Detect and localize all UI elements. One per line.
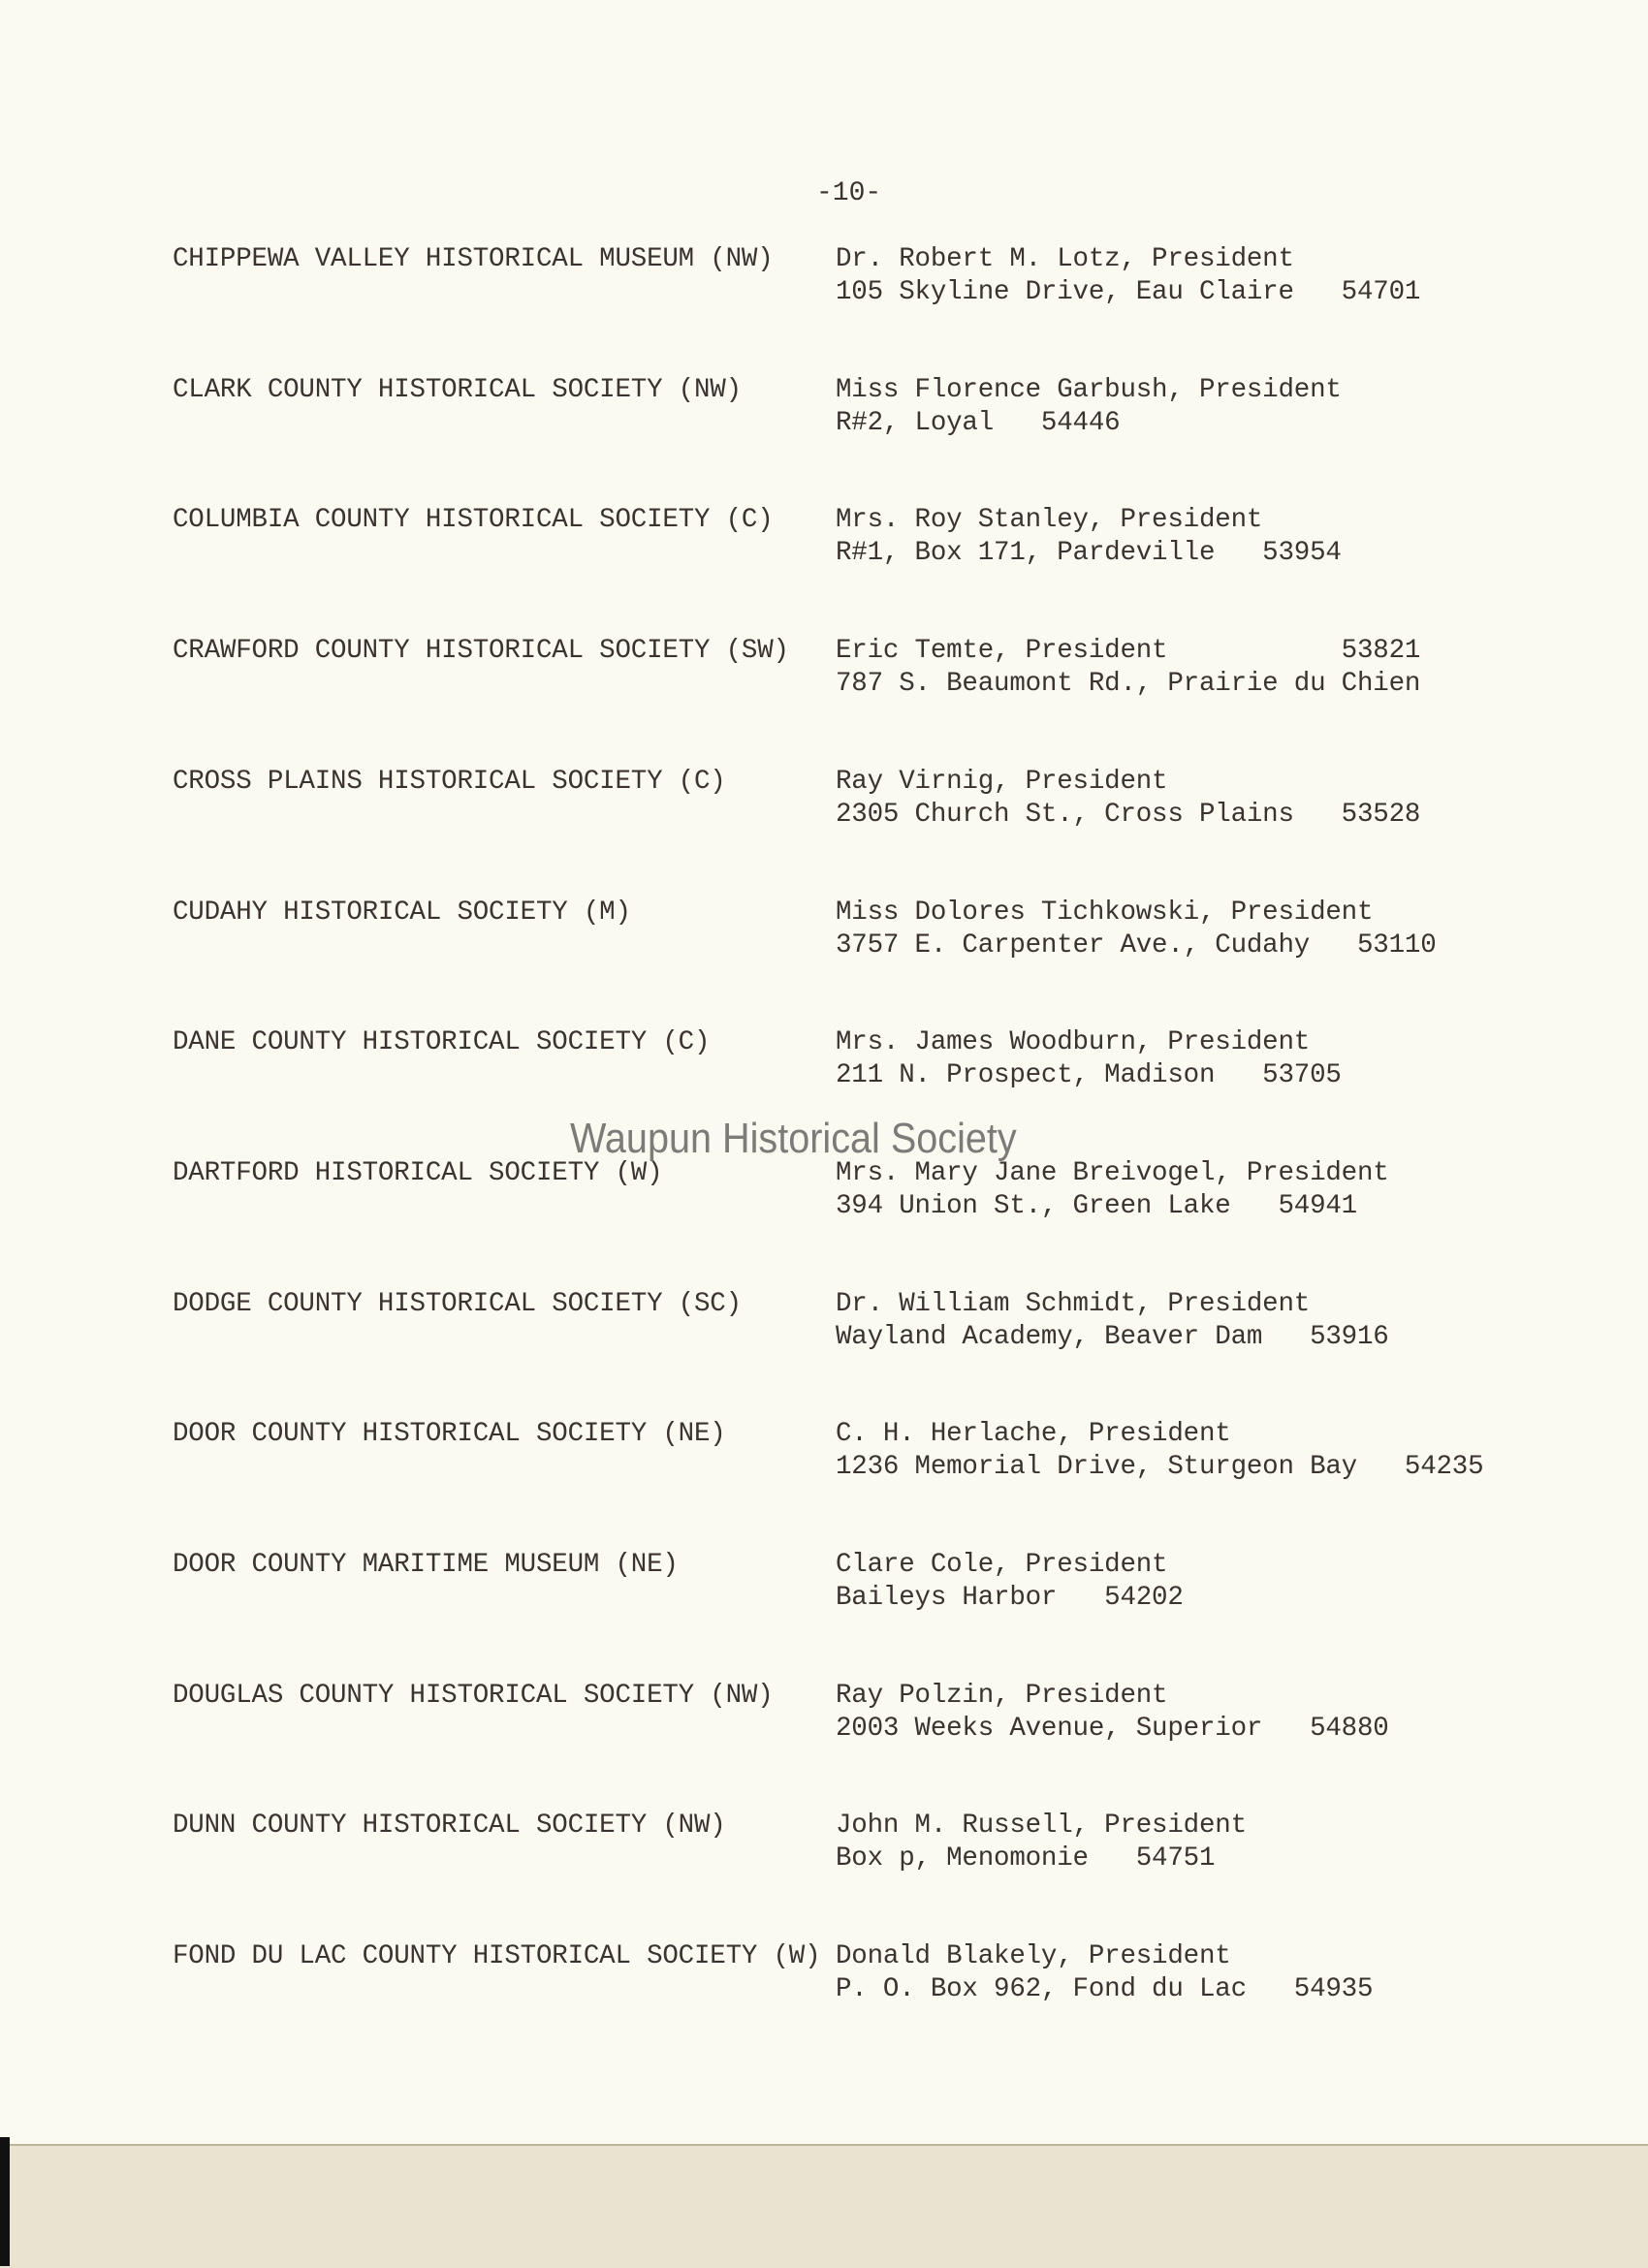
society-name: FOND DU LAC COUNTY HISTORICAL SOCIETY (W) — [173, 1941, 821, 1972]
society-name: DOOR COUNTY MARITIME MUSEUM (NE) — [173, 1550, 679, 1580]
address: 394 Union St., Green Lake 54941 — [836, 1190, 1357, 1221]
society-name: DUNN COUNTY HISTORICAL SOCIETY (NW) — [173, 1811, 726, 1842]
president-name: Dr. Robert M. Lotz, President — [836, 244, 1294, 274]
society-name: CROSS PLAINS HISTORICAL SOCIETY (C) — [173, 766, 726, 797]
directory-entry — [0, 1811, 1648, 1888]
scan-edge-bottom — [0, 2144, 1648, 2268]
president-name: Dr. William Schmidt, President — [836, 1288, 1311, 1319]
society-name: DODGE COUNTY HISTORICAL SOCIETY (SC) — [173, 1288, 742, 1319]
address: 1236 Memorial Drive, Sturgeon Bay 54235 — [836, 1452, 1484, 1483]
directory-entry — [0, 767, 1648, 844]
president-name: Mrs. James Woodburn, President — [836, 1027, 1311, 1058]
address: R#1, Box 171, Pardeville 53954 — [836, 538, 1342, 569]
president-name: Miss Dolores Tichkowski, President — [836, 897, 1374, 928]
society-name: CRAWFORD COUNTY HISTORICAL SOCIETY (SW) — [173, 636, 789, 667]
address: 3757 E. Carpenter Ave., Cudahy 53110 — [836, 929, 1437, 961]
directory-entry — [0, 1158, 1648, 1236]
address: 787 S. Beaumont Rd., Prairie du Chien — [836, 669, 1421, 700]
president-name: Clare Cole, President — [836, 1550, 1168, 1580]
society-name: CLARK COUNTY HISTORICAL SOCIETY (NW) — [173, 374, 742, 405]
president-name: John M. Russell, President — [836, 1811, 1247, 1842]
society-name: COLUMBIA COUNTY HISTORICAL SOCIETY (C) — [173, 505, 774, 536]
directory-entry — [0, 1550, 1648, 1627]
president-name: Eric Temte, President 53821 — [836, 636, 1421, 667]
address: Baileys Harbor 54202 — [836, 1583, 1184, 1613]
address: 2003 Weeks Avenue, Superior 54880 — [836, 1713, 1389, 1744]
society-name: DARTFORD HISTORICAL SOCIETY (W) — [173, 1157, 663, 1188]
president-name: Mrs. Roy Stanley, President — [836, 505, 1263, 536]
society-name: CHIPPEWA VALLEY HISTORICAL MUSEUM (NW) — [173, 244, 774, 274]
president-name: Donald Blakely, President — [836, 1941, 1231, 1972]
society-name: CUDAHY HISTORICAL SOCIETY (M) — [173, 897, 631, 928]
directory-entry — [0, 1681, 1648, 1758]
president-name: Ray Virnig, President — [836, 766, 1168, 797]
president-name: C. H. Herlache, President — [836, 1419, 1231, 1450]
president-name: Ray Polzin, President — [836, 1680, 1168, 1711]
page-number: -10- — [816, 178, 882, 208]
directory-entry — [0, 1027, 1648, 1105]
directory-entry — [0, 505, 1648, 583]
society-name: DOUGLAS COUNTY HISTORICAL SOCIETY (NW) — [173, 1680, 774, 1711]
directory-entry — [0, 636, 1648, 713]
directory-entry — [0, 244, 1648, 322]
society-name: DANE COUNTY HISTORICAL SOCIETY (C) — [173, 1027, 711, 1058]
society-name: DOOR COUNTY HISTORICAL SOCIETY (NE) — [173, 1419, 726, 1450]
directory-entry — [0, 1941, 1648, 2019]
president-name: Miss Florence Garbush, President — [836, 374, 1342, 405]
address: R#2, Loyal 54446 — [836, 407, 1121, 438]
address: Box p, Menomonie 54751 — [836, 1843, 1216, 1874]
directory-entry — [0, 1289, 1648, 1367]
directory-entry — [0, 898, 1648, 975]
scan-edge-left — [0, 2137, 10, 2266]
watermark: Waupun Historical Society — [570, 1115, 1017, 1162]
president-name: Mrs. Mary Jane Breivogel, President — [836, 1157, 1389, 1188]
address: P. O. Box 962, Fond du Lac 54935 — [836, 1974, 1374, 2005]
address: 105 Skyline Drive, Eau Claire 54701 — [836, 277, 1421, 307]
address: 2305 Church St., Cross Plains 53528 — [836, 799, 1421, 830]
address: 211 N. Prospect, Madison 53705 — [836, 1060, 1342, 1091]
address: Wayland Academy, Beaver Dam 53916 — [836, 1321, 1389, 1352]
directory-entry — [0, 1419, 1648, 1496]
directory-entry — [0, 375, 1648, 453]
